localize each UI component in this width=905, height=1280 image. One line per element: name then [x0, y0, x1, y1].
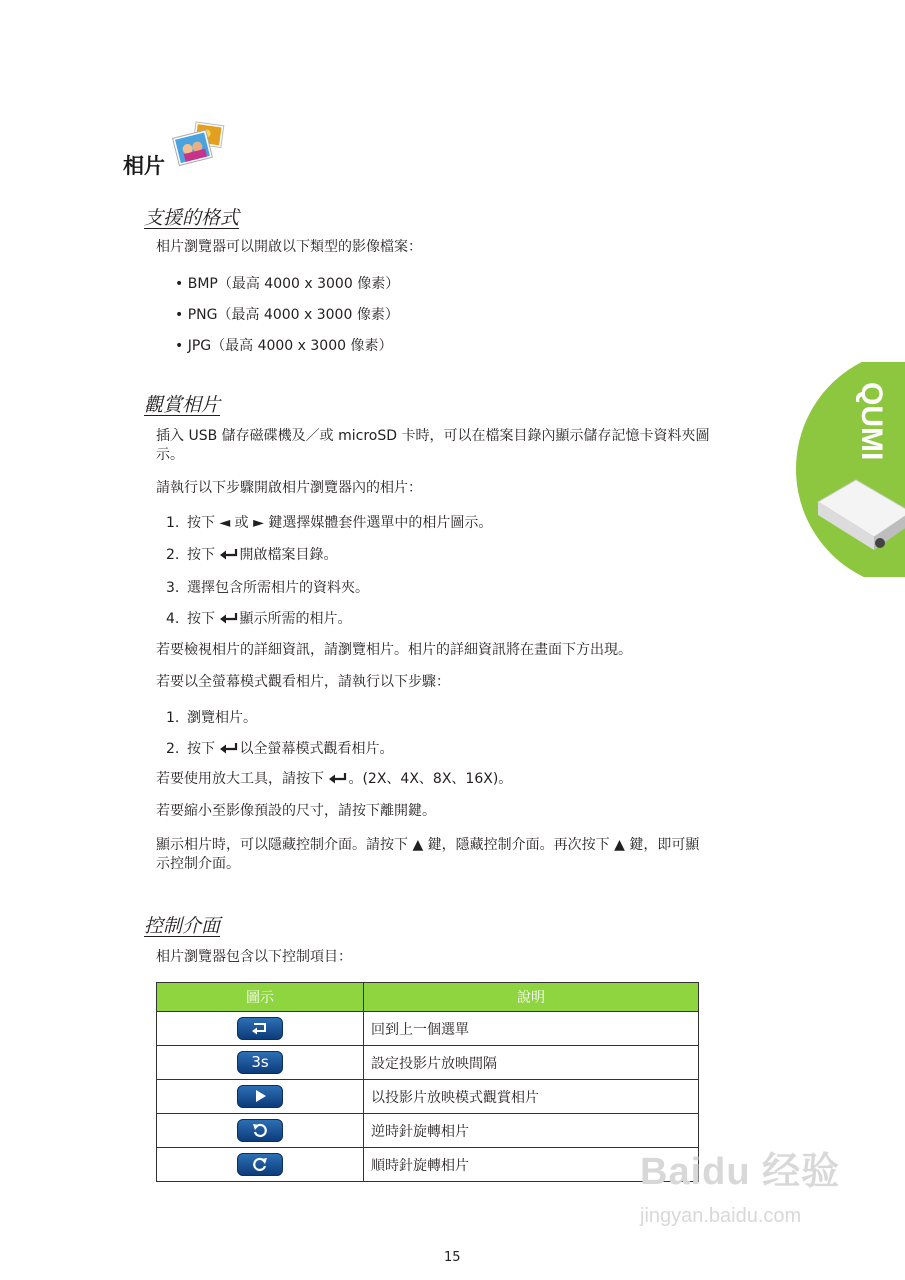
- column-header-icon: 圖示: [157, 983, 364, 1012]
- step-text: 以全螢幕模式觀看相片。: [239, 741, 394, 757]
- step-number: 2.: [166, 741, 180, 757]
- step-number: 1.: [166, 710, 180, 726]
- step-number: 4.: [166, 611, 180, 627]
- step-number: 1.: [166, 515, 180, 531]
- rotate-ccw-icon: [237, 1119, 283, 1142]
- step-text: 顯示所需的相片。: [239, 611, 352, 627]
- watermark-url: jingyan.baidu.com: [640, 1205, 802, 1227]
- viewing-para3: 若要檢視相片的詳細資訊，請瀏覽相片。相片的詳細資訊將在畫面下方出現。: [156, 642, 632, 658]
- step-item: [166, 738, 393, 758]
- step-text: 開啟檔案目錄。: [239, 547, 338, 563]
- page-title: 相片: [123, 154, 165, 178]
- step-text: 按下: [187, 741, 220, 757]
- para-line: 示。: [156, 447, 184, 463]
- controls-table: [156, 982, 699, 1182]
- step-item: [166, 512, 492, 532]
- qumi-side-tab: [796, 362, 905, 577]
- row-description: 設定投影片放映間隔: [364, 1046, 699, 1080]
- enter-key-icon: [219, 548, 239, 560]
- para-line: 示控制介面。: [156, 856, 240, 872]
- enter-key-icon: [219, 612, 239, 624]
- viewing-para7: [156, 836, 756, 874]
- row-description: 順時針旋轉相片: [364, 1148, 699, 1182]
- step-number: 3.: [166, 580, 180, 596]
- list-item: • PNG（最高 4000 x 3000 像素）: [175, 307, 399, 323]
- zoom-para: [156, 770, 756, 789]
- watermark: [640, 1140, 860, 1250]
- section-heading-formats: 支援的格式: [144, 207, 240, 229]
- list-item: • BMP（最高 4000 x 3000 像素）: [175, 276, 400, 292]
- brand-label: QUMI: [855, 382, 888, 461]
- table-row: [157, 1046, 699, 1080]
- format-bullet: BMP（最高 4000 x 3000 像素）: [187, 276, 400, 292]
- play-icon: [237, 1085, 283, 1108]
- step-number: 2.: [166, 547, 180, 563]
- table-row: [157, 1114, 699, 1148]
- step-text: 瀏覽相片。: [187, 710, 257, 726]
- table-row: [157, 1012, 699, 1046]
- table-row: [157, 1148, 699, 1182]
- viewing-para1: [156, 427, 756, 465]
- controls-intro: 相片瀏覽器包含以下控制項目：: [156, 949, 352, 965]
- para-text: 。(2X、4X、8X、16X)。: [348, 771, 513, 787]
- para-text: 若要使用放大工具，請按下: [156, 771, 329, 787]
- rotate-cw-icon: [237, 1153, 283, 1176]
- row-description: 回到上一個選單: [364, 1012, 699, 1046]
- photos-icon: [170, 120, 226, 170]
- step-item: [166, 544, 337, 564]
- row-description: 以投影片放映模式觀賞相片: [364, 1080, 699, 1114]
- page-number: 15: [444, 1250, 461, 1265]
- viewing-para4: 若要以全螢幕模式觀看相片，請執行以下步驟：: [156, 674, 450, 690]
- watermark-logo: Baidu 经验: [640, 1151, 841, 1193]
- viewing-para6: 若要縮小至影像預設的尺寸，請按下離開鍵。: [156, 803, 436, 819]
- return-icon: [237, 1017, 283, 1040]
- column-header-description: 說明: [364, 983, 699, 1012]
- row-description: 逆時針旋轉相片: [364, 1114, 699, 1148]
- format-bullet: JPG（最高 4000 x 3000 像素）: [187, 338, 393, 354]
- step-item: [166, 577, 369, 597]
- interval-3s-icon: 3s: [237, 1051, 283, 1074]
- formats-intro: 相片瀏覽器可以開啟以下類型的影像檔案：: [156, 239, 422, 255]
- format-bullet: PNG（最高 4000 x 3000 像素）: [187, 307, 399, 323]
- para-line: 顯示相片時，可以隱藏控制介面。請按下 ▲ 鍵，隱藏控制介面。再次按下 ▲ 鍵，即可顯: [156, 837, 700, 853]
- table-header-row: [157, 983, 699, 1012]
- table-row: [157, 1080, 699, 1114]
- list-item: • JPG（最高 4000 x 3000 像素）: [175, 338, 393, 354]
- section-heading-viewing: 觀賞相片: [144, 394, 221, 416]
- enter-key-icon: [219, 742, 239, 754]
- para-line: 插入 USB 儲存磁碟機及／或 microSD 卡時，可以在檔案目錄內顯示儲存記憶卡資料夾圖: [156, 428, 710, 444]
- step-text: 按下 ◄ 或 ► 鍵選擇媒體套件選單中的相片圖示。: [187, 515, 493, 531]
- viewing-para2: 請執行以下步驟開啟相片瀏覽器內的相片：: [156, 480, 422, 496]
- step-item: [166, 608, 351, 628]
- section-heading-controls: 控制介面: [144, 915, 221, 937]
- step-text: 選擇包含所需相片的資料夾。: [187, 580, 369, 596]
- step-item: [166, 707, 257, 727]
- enter-key-icon: [328, 772, 348, 784]
- step-text: 按下: [187, 547, 220, 563]
- step-text: 按下: [187, 611, 220, 627]
